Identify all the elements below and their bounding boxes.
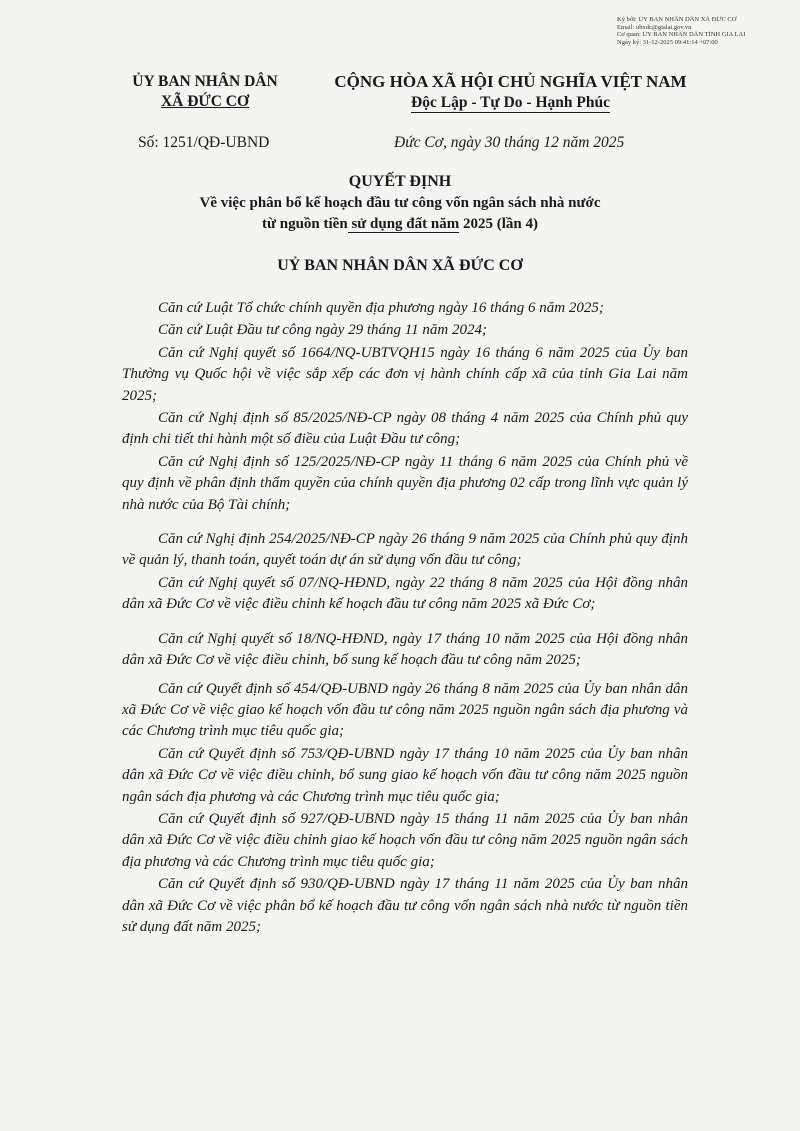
national-motto bbox=[318, 92, 703, 113]
legal-basis-item: Căn cứ Quyết định số 930/QĐ-UBND ngày 17 tháng 11 năm 2025 của Ủy ban nhân dân xã Đức Cơ về việc phân bổ kế hoạch đầu tư công vốn ngân sách nhà nước từ nguồn tiền sử dụng đất năm 2025; bbox=[122, 876, 688, 935]
preamble bbox=[122, 298, 688, 938]
subject-line2-part-c: 2025 (lần 4) bbox=[459, 216, 538, 232]
signing-time: Ngày ký: 31-12-2025 09:41:14 +07:00 bbox=[617, 38, 718, 46]
legal-basis-item: Căn cứ Nghị quyết số 1664/NQ-UBTVQH15 ngày 16 tháng 6 năm 2025 của Ủy ban Thường vụ Quốc hội về việc sắp xếp các đơn vị hành chính cấp xã của tỉnh Gia Lai năm 2025; bbox=[122, 344, 688, 404]
legal-basis-item: Căn cứ Nghị định 254/2025/NĐ-CP ngày 26 tháng 9 năm 2025 của Chính phủ quy định về quản lý, thanh toán, quyết toán dự án sử dụng vốn đầu tư công; bbox=[122, 531, 688, 569]
legal-basis-item: Căn cứ Luật Đầu tư công ngày 29 tháng 11 năm 2024; bbox=[158, 322, 487, 339]
legal-basis-item: Căn cứ Nghị định số 125/2025/NĐ-CP ngày 11 tháng 6 năm 2025 của Chính phủ về quy định về phân định thẩm quyền của chính quyền địa phương 02 cấp trong lĩnh vực quản lý nhà nước của Bộ Tài chính; bbox=[122, 453, 688, 513]
document-type: QUYẾT ĐỊNH bbox=[348, 173, 452, 190]
issuing-organization bbox=[105, 72, 305, 112]
nation-name: CỘNG HÒA XÃ HỘI CHỦ NGHĨA VIỆT NAM bbox=[334, 72, 687, 91]
subject-line2 bbox=[0, 216, 800, 233]
motto-text: Độc Lập - Tự Do - Hạnh Phúc bbox=[411, 94, 610, 111]
document-date: Đức Cơ, ngày 30 tháng 12 năm 2025 bbox=[394, 134, 625, 151]
legal-basis-item: Căn cứ Quyết định số 753/QĐ-UBND ngày 17 tháng 10 năm 2025 của Ủy ban nhân dân xã Đức Cơ về việc điều chỉnh, bổ sung giao kế hoạch vốn đầu tư công năm 2025 nguồn ngân sách địa phương và các Chương trình mục tiêu quốc gia; bbox=[122, 745, 688, 805]
legal-basis-item: Căn cứ Luật Tổ chức chính quyền địa phương ngày 16 tháng 6 năm 2025; bbox=[158, 300, 604, 316]
signer-line: Ký bởi: ỦY BAN NHÂN DÂN XÃ ĐỨC CƠ bbox=[617, 16, 737, 23]
subject-line2-part-a: từ nguồn tiền bbox=[262, 216, 348, 232]
digital-signature-info bbox=[617, 16, 787, 46]
subject-line1: Về việc phân bổ kế hoạch đầu tư công vốn ngân sách nhà nước bbox=[199, 195, 601, 211]
subject-line2-part-b: sử dụng đất năm bbox=[347, 216, 460, 232]
signer-agency: Cơ quan: ỦY BAN NHÂN DÂN TỈNH GIA LAI bbox=[617, 31, 746, 39]
legal-basis-item: Căn cứ Quyết định số 454/QĐ-UBND ngày 26 tháng 8 năm 2025 của Ủy ban nhân dân xã Đức Cơ về việc giao kế hoạch vốn đầu tư công năm 2025 nguồn ngân sách địa phương và các Chương trình mục tiêu quốc gia; bbox=[122, 680, 688, 740]
legal-basis-item: Căn cứ Quyết định số 927/QĐ-UBND ngày 15 tháng 11 năm 2025 của Ủy ban nhân dân xã Đức Cơ về việc điều chỉnh giao kế hoạch vốn đầu tư công năm 2025 nguồn ngân sách địa phương và các Chương trình mục tiêu quốc gia; bbox=[122, 810, 688, 870]
legal-basis-item: Căn cứ Nghị quyết số 07/NQ-HĐND, ngày 22 tháng 8 năm 2025 của Hội đồng nhân dân xã Đức Cơ về việc điều chỉnh kế hoạch đầu tư công năm 2025 xã Đức Cơ; bbox=[122, 574, 688, 613]
legal-basis-item: Căn cứ Nghị quyết số 18/NQ-HĐND, ngày 17 tháng 10 năm 2025 của Hội đồng nhân dân xã Đức Cơ về việc điều chỉnh, bổ sung kế hoạch đầu tư công năm 2025; bbox=[122, 630, 688, 669]
document-number: Số: 1251/QĐ-UBND bbox=[138, 134, 270, 151]
national-header bbox=[318, 72, 703, 113]
org-name-line2: XÃ ĐỨC CƠ bbox=[160, 93, 250, 110]
issuer-heading: UỶ BAN NHÂN DÂN XÃ ĐỨC CƠ bbox=[277, 257, 523, 274]
org-name-line1: ỦY BAN NHÂN DÂN bbox=[132, 73, 278, 90]
signer-email: Email: ubxdc@gialai.gov.vn bbox=[617, 23, 692, 31]
legal-basis-item: Căn cứ Nghị định số 85/2025/NĐ-CP ngày 08 tháng 4 năm 2025 của Chính phủ quy định chi tiết thi hành một số điều của Luật Đầu tư công; bbox=[122, 410, 688, 448]
